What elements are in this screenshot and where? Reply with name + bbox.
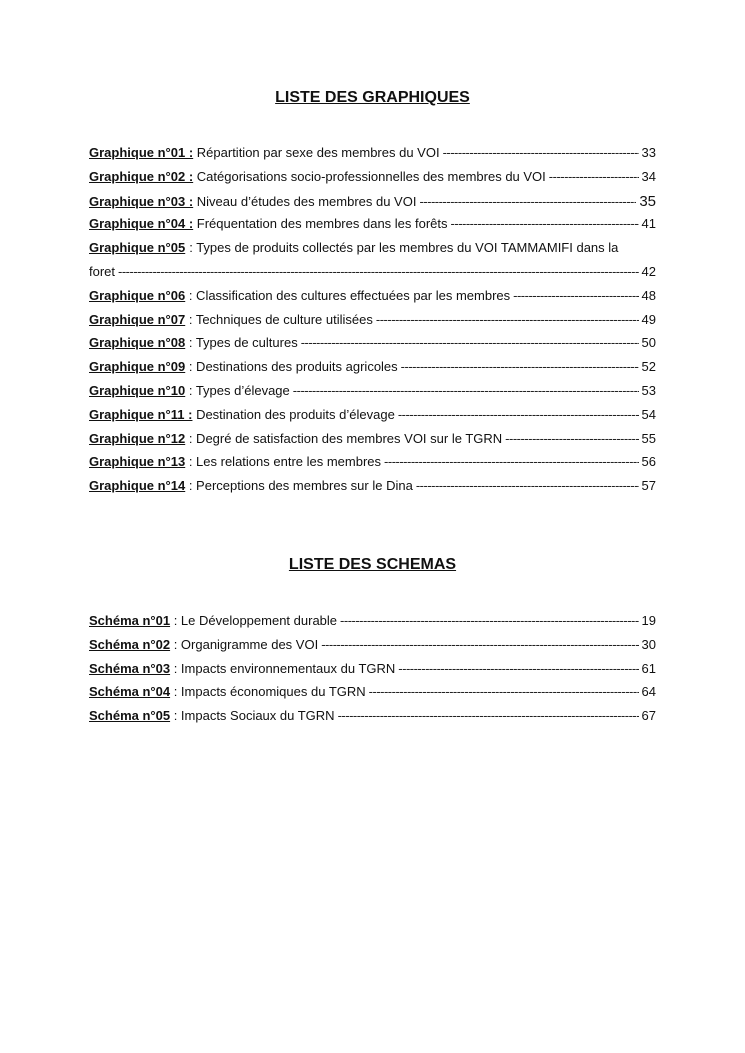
dot-leader [301, 335, 639, 350]
dot-leader [118, 264, 639, 279]
entry-page: 48 [641, 287, 656, 303]
dot-leader [416, 478, 639, 493]
entry-page: 49 [641, 311, 656, 327]
entry-page: 61 [641, 660, 656, 676]
toc-entry[interactable] [89, 684, 656, 708]
entry-label: Graphique n°08 [89, 335, 186, 351]
toc-entry[interactable] [89, 312, 656, 336]
entry-label: Graphique n°02 : [89, 168, 194, 184]
entry-text: : Perceptions des membres sur le Dina [185, 478, 413, 494]
dot-leader [376, 312, 639, 327]
entry-label: Graphique n°04 : [89, 216, 194, 232]
toc-entry[interactable] [89, 193, 656, 217]
entry-page: 55 [641, 430, 656, 446]
toc-entry[interactable] [89, 383, 656, 407]
toc-entry[interactable] [89, 335, 656, 359]
dot-leader [549, 169, 639, 184]
entry-label: Graphique n°05 [89, 240, 186, 256]
entry-text: : Classification des cultures effectuées par les membres [185, 287, 511, 303]
entry-page: 19 [641, 613, 656, 628]
dot-leader [443, 145, 639, 160]
entry-text-line1: : Types de produits collectés par les membres du VOI TAMMAMIFI dans la [189, 240, 619, 256]
entry-page: 57 [641, 478, 656, 494]
entry-label: Graphique n°12 [89, 430, 186, 446]
entry-text: : Organigramme des VOI [170, 636, 319, 652]
dot-leader [505, 431, 638, 446]
entry-label: Graphique n°09 [89, 359, 186, 375]
dot-leader [369, 684, 639, 699]
entry-page: 33 [641, 145, 656, 160]
entry-label: Graphique n°01 : [89, 145, 194, 160]
entry-page: 30 [641, 636, 656, 652]
entry-page: 42 [641, 263, 656, 279]
entry-text: : Impacts Sociaux du TGRN [170, 708, 335, 724]
entry-page: 35 [639, 192, 656, 210]
toc-entry[interactable] [89, 288, 656, 312]
toc-entry[interactable] [89, 169, 656, 193]
toc-entry[interactable] [89, 359, 656, 383]
entry-label: Schéma n°04 [89, 684, 171, 700]
dot-leader [340, 613, 639, 628]
entry-text: : Les relations entre les membres [185, 454, 382, 470]
graphiques-list [89, 145, 656, 502]
entry-page: 41 [641, 216, 656, 232]
entry-text: : Impacts environnementaux du TGRN [170, 660, 396, 676]
toc-entry[interactable] [89, 216, 656, 240]
toc-entry[interactable] [89, 661, 656, 685]
toc-entry[interactable] [89, 145, 656, 169]
entry-text: : Impacts économiques du TGRN [170, 684, 366, 700]
toc-entry[interactable] [89, 407, 656, 431]
toc-entry[interactable] [89, 454, 656, 478]
entry-text: Destination des produits d’élevage [192, 406, 395, 422]
dot-leader [513, 288, 638, 303]
entry-label: Schéma n°05 [89, 708, 171, 724]
dot-leader [451, 216, 639, 231]
toc-entry[interactable] [89, 478, 656, 502]
entry-text: : Degré de satisfaction des membres VOI sur le TGRN [185, 430, 503, 446]
entry-text: Catégorisations socio-professionnelles des membres du VOI [193, 168, 546, 184]
entry-text: : Types de cultures [185, 335, 298, 351]
dot-leader [401, 359, 639, 374]
dot-leader [419, 194, 636, 209]
entry-page: 34 [641, 168, 656, 184]
entry-text: : Destinations des produits agricoles [185, 359, 398, 375]
toc-entry[interactable] [89, 637, 656, 661]
toc-entry[interactable] [89, 613, 656, 637]
entry-label: Graphique n°11 : [89, 406, 193, 422]
entry-text: : Types d’élevage [185, 382, 290, 398]
toc-entry[interactable] [89, 240, 656, 264]
entry-text: Fréquentation des membres dans les forêts [193, 216, 448, 232]
entry-label: Graphique n°03 : [89, 193, 194, 209]
entry-label: Graphique n°07 [89, 311, 186, 327]
entry-label: Graphique n°06 [89, 287, 186, 303]
entry-label: Graphique n°13 [89, 454, 186, 470]
entry-page: 64 [641, 684, 656, 700]
toc-entry[interactable] [89, 431, 656, 455]
dot-leader [338, 708, 639, 723]
entry-text: : Techniques de culture utilisées [185, 311, 373, 327]
dot-leader [398, 407, 639, 422]
entry-text: Niveau d’études des membres du VOI [193, 193, 417, 209]
entry-text-line2: foret [89, 263, 116, 279]
schemas-list [89, 613, 656, 732]
dot-leader [384, 454, 639, 469]
entry-text: Répartition par sexe des membres du VOI [193, 145, 440, 160]
toc-entry-continuation[interactable] [89, 264, 656, 288]
entry-page: 67 [641, 708, 656, 724]
entry-label: Graphique n°10 [89, 382, 186, 398]
entry-label: Schéma n°03 [89, 660, 171, 676]
entry-page: 54 [641, 406, 656, 422]
entry-page: 50 [641, 335, 656, 351]
graphiques-title: LISTE DES GRAPHIQUES [275, 89, 470, 106]
toc-entry[interactable] [89, 708, 656, 732]
entry-page: 52 [641, 359, 656, 375]
dot-leader [398, 661, 638, 676]
dot-leader [293, 383, 639, 398]
entry-page: 53 [641, 382, 656, 398]
entry-label: Graphique n°14 [89, 478, 186, 494]
entry-label: Schéma n°02 [89, 636, 171, 652]
schemas-title: LISTE DES SCHEMAS [288, 556, 457, 573]
entry-page: 56 [641, 454, 656, 470]
entry-text: : Le Développement durable [170, 613, 338, 628]
dot-leader [321, 637, 638, 652]
entry-label: Schéma n°01 [89, 613, 171, 628]
